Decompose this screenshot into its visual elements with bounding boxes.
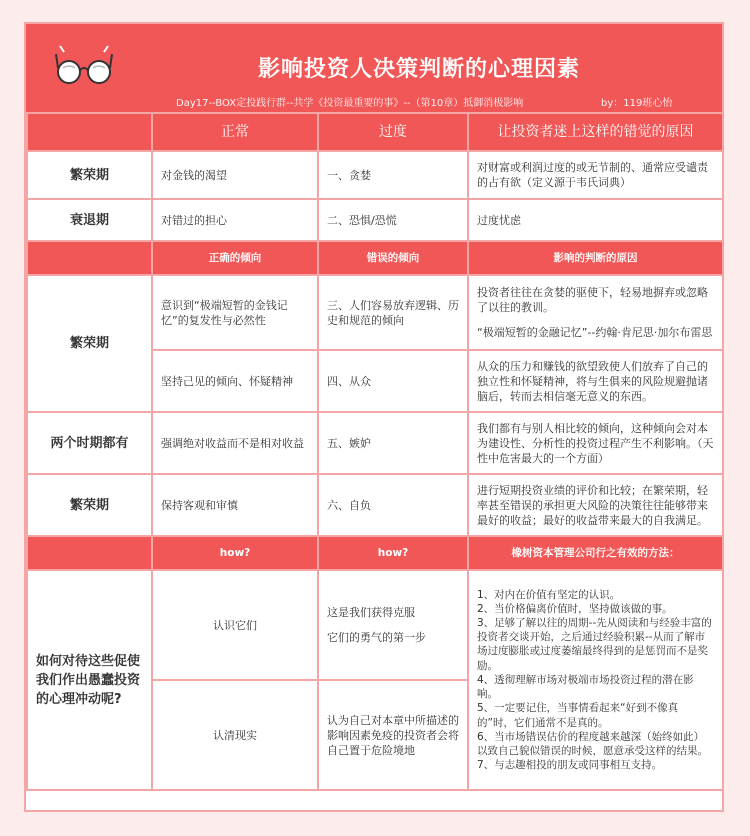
page-title: 影响投资人决策判断的心理因素 bbox=[257, 57, 580, 82]
blank-header-cell bbox=[27, 536, 152, 570]
table-row bbox=[27, 570, 723, 680]
reason-text: 投资者往往在贪婪的驱使下，轻易地摒弃或忽略了以往的教训。 bbox=[477, 286, 708, 314]
how-cell: 认识它们 bbox=[152, 570, 318, 680]
method-item: 2、当价格偏离价值时，坚持做该做的事。 bbox=[477, 602, 673, 615]
header-excess: 过度 bbox=[318, 113, 468, 151]
method-item: 3、足够了解以往的周期--先从阅读和与经验丰富的投资者交谈开始，之后通过经验积累--从而了解市场过度膨胀或过度萎缩最终得到的是惩罚而不是奖励。 bbox=[477, 617, 712, 672]
infographic-sheet bbox=[24, 22, 724, 812]
reason-cell: 从众的压力和赚钱的欲望致使人们放弃了自己的独立性和怀疑精神，将与生俱来的风险规避抛诸脑后，转而去相信毫无意义的东西。 bbox=[468, 350, 723, 412]
header-banner bbox=[26, 24, 722, 112]
row-label: 繁荣期 bbox=[27, 151, 152, 199]
wrong-cell: 三、人们容易放弃逻辑、历史和规范的倾向 bbox=[318, 275, 468, 350]
table-row bbox=[27, 474, 723, 536]
reason-cell: 对财富或利润过度的或无节制的、通常应受谴责的占有欲（定义源于韦氏词典） bbox=[468, 151, 723, 199]
table-row bbox=[27, 275, 723, 350]
method-item: 7、与志趣相投的朋友或同事相互支持。 bbox=[477, 759, 663, 772]
how-cell: 认清现实 bbox=[152, 680, 318, 790]
table-row bbox=[27, 199, 723, 241]
header-how-2: how? bbox=[318, 536, 468, 570]
method-item: 4、透彻理解市场对极端市场投资过程的潜在影响。 bbox=[477, 673, 694, 701]
header-judgment-reason: 影响的判断的原因 bbox=[468, 241, 723, 275]
section3-header-row bbox=[27, 536, 723, 570]
header-normal: 正常 bbox=[152, 113, 318, 151]
header-oaktree-methods: 橡树资本管理公司行之有效的方法： bbox=[468, 536, 723, 570]
table-row bbox=[27, 412, 723, 474]
row-label: 两个时期都有 bbox=[27, 412, 152, 474]
excess-cell: 二、恐惧/恐慌 bbox=[318, 199, 468, 241]
methods-cell bbox=[468, 570, 723, 790]
wrong-cell: 四、从众 bbox=[318, 350, 468, 412]
how-explain-cell: 认为自己对本章中所描述的影响因素免疫的投资者会将自己置于危险境地 bbox=[318, 680, 468, 790]
reason-cell: 过度忧虑 bbox=[468, 199, 723, 241]
normal-cell: 对金钱的渴望 bbox=[152, 151, 318, 199]
method-item: 1、对内在价值有坚定的认识。 bbox=[477, 588, 621, 601]
author-credit: by：119班心怡 bbox=[601, 98, 673, 109]
correct-cell: 强调绝对收益而不是相对收益 bbox=[152, 412, 318, 474]
method-item: 6、当市场错误估价的程度越来越深（始终如此）以致自己貌似错误的时候，愿意承受这样的结果。 bbox=[477, 730, 708, 757]
section1-header-row bbox=[27, 113, 723, 151]
row-label: 繁荣期 bbox=[27, 275, 152, 412]
section2-header-row bbox=[27, 241, 723, 275]
how-explain-line: 这是我们获得克服 bbox=[327, 606, 415, 619]
header-wrong-tendency: 错误的倾向 bbox=[318, 241, 468, 275]
psychology-table bbox=[26, 112, 724, 791]
reason-cell: 我们都有与别人相比较的倾向，这种倾向会对本为建设性、分析性的投资过程产生不利影响。（天性中危害最大的一个方面） bbox=[468, 412, 723, 474]
excess-cell: 一、贪婪 bbox=[318, 151, 468, 199]
reason-cell: 进行短期投资业绩的评价和比较；在繁荣期，轻率甚至错误的承担更大风险的决策往往能够带来最好的收益；最好的收益带来最大的自我满足。 bbox=[468, 474, 723, 536]
table-row bbox=[27, 151, 723, 199]
blank-header-cell bbox=[27, 241, 152, 275]
header-how-1: how? bbox=[152, 536, 318, 570]
normal-cell: 对错过的担心 bbox=[152, 199, 318, 241]
wrong-cell: 六、自负 bbox=[318, 474, 468, 536]
reason-quote: “极端短暂的金融记忆”--约翰·肯尼思·加尔布雷思 bbox=[477, 326, 713, 339]
row-label: 衰退期 bbox=[27, 199, 152, 241]
header-illusion-reason: 让投资者迷上这样的错觉的原因 bbox=[468, 113, 723, 151]
correct-cell: 坚持己见的倾向、怀疑精神 bbox=[152, 350, 318, 412]
correct-cell: 意识到“极端短暂的金钱记忆”的复发性与必然性 bbox=[152, 275, 318, 350]
reason-cell bbox=[468, 275, 723, 350]
wrong-cell: 五、嫉妒 bbox=[318, 412, 468, 474]
how-explain-line: 它们的勇气的第一步 bbox=[327, 631, 426, 644]
method-item: 5、一定要记住，当事情看起来“好到不像真的”时，它们通常不是真的。 bbox=[477, 702, 679, 729]
page-subtitle: Day17--BOX定投践行群--共学《投资最重要的事》--（第10章）抵御消极影响 bbox=[176, 98, 524, 109]
header-correct-tendency: 正确的倾向 bbox=[152, 241, 318, 275]
blank-header-cell bbox=[27, 113, 152, 151]
correct-cell: 保持客观和审慎 bbox=[152, 474, 318, 536]
how-explain-cell bbox=[318, 570, 468, 680]
row-label: 繁荣期 bbox=[27, 474, 152, 536]
row-label: 如何对待这些促使我们作出愚蠢投资的心理冲动呢? bbox=[27, 570, 152, 790]
